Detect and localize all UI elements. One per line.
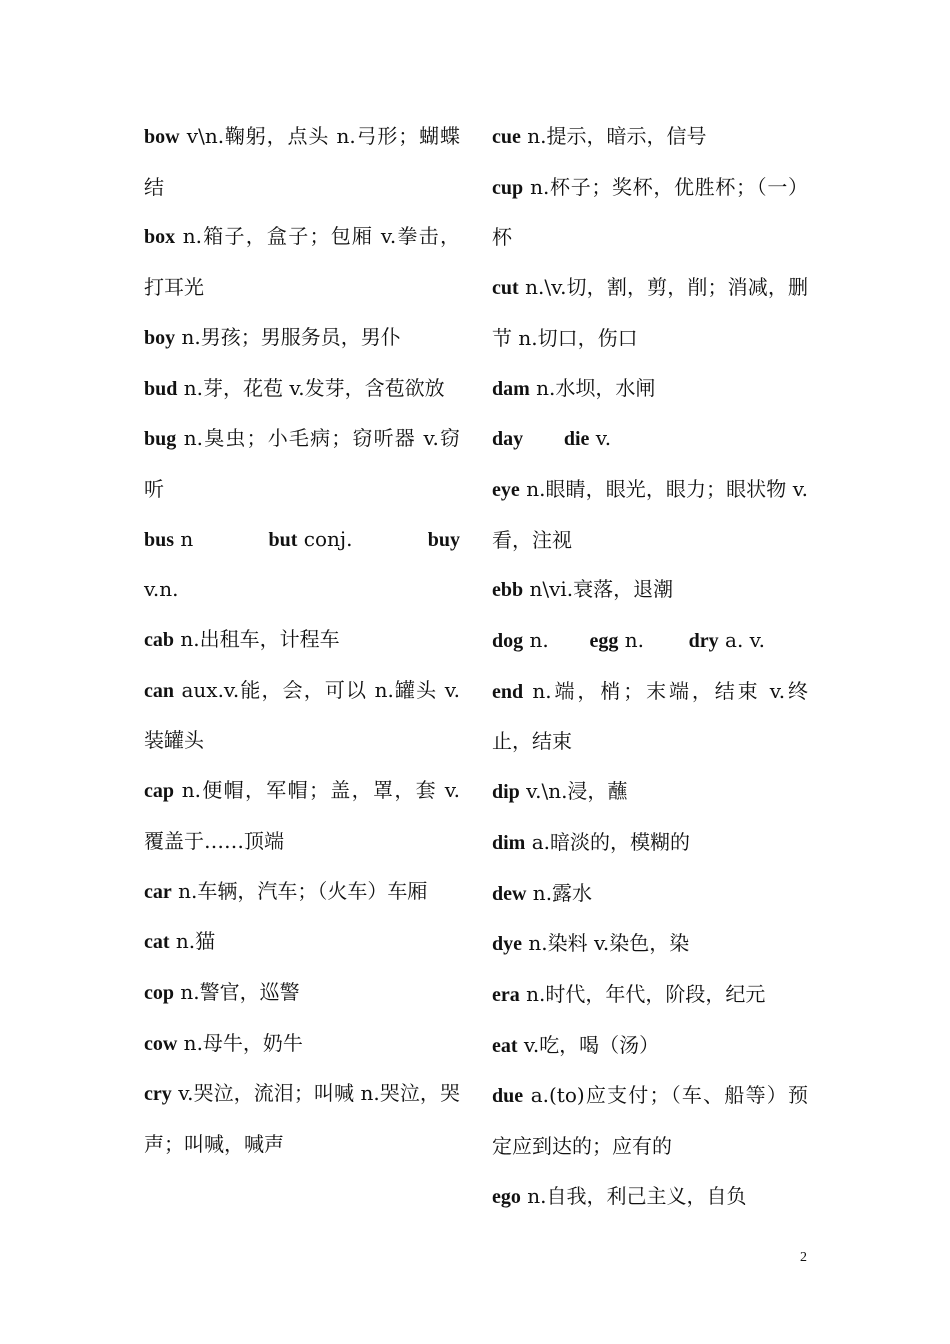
- entry-box: box n.箱子，盒子；包厢 v.拳击，打耳光: [144, 224, 460, 300]
- entry-cab: cab n.出租车，计程车: [144, 627, 340, 652]
- entry-due: due a.(to)应支付；（车、船等）预定应到达的；应有的: [492, 1083, 808, 1159]
- entry-dim: dim a.暗淡的，模糊的: [492, 829, 690, 854]
- left-column: [144, 112, 460, 1170]
- entry-boy: boy n.男孩；男服务员，男仆: [144, 324, 401, 349]
- entry-bus-but-buy: bus n but conj. buy v.n.: [144, 526, 460, 602]
- entry-cut: cut n.\v.切，割，剪，削；消减，删节 n.切口，伤口: [492, 275, 808, 350]
- entry-dam: dam n.水坝，水闸: [492, 375, 656, 400]
- entry-dye: dye n.染料 v.染色，染: [492, 931, 690, 956]
- entry-eye: eye n.眼睛，眼光，眼力；眼状物 v.看，注视: [492, 476, 808, 552]
- entry-cue: cue n.提示，暗示，信号: [492, 124, 707, 148]
- page-number: 2: [800, 1250, 807, 1265]
- entry-cry: cry v.哭泣，流泪；叫喊 n.哭泣，哭声；叫喊，喊声: [144, 1081, 460, 1157]
- entry-ego: ego n.自我，利己主义，自负: [492, 1183, 747, 1208]
- entry-bug: bug n.臭虫；小毛病；窃听器 v.窃听: [144, 426, 460, 501]
- entry-era: era n.时代，年代，阶段，纪元: [492, 981, 766, 1006]
- entry-cow: cow n.母牛，奶牛: [144, 1030, 303, 1055]
- entry-cat: cat n.猫: [144, 929, 216, 954]
- entry-day-die: day die v.: [492, 426, 612, 451]
- entry-bow: bow v\n.鞠躬，点头 n.弓形；蝴蝶结: [144, 124, 460, 199]
- entry-end: end n.端，梢；末端，结束 v.终止，结束: [492, 678, 808, 754]
- entry-eat: eat v.吃，喝（汤）: [492, 1032, 660, 1057]
- entry-ebb: ebb n\vi.衰落，退潮: [492, 577, 674, 602]
- entry-cop: cop n.警官，巡警: [144, 979, 300, 1004]
- entry-cap: cap n.便帽，军帽；盖，罩，套 v.覆盖于……顶端: [144, 778, 460, 853]
- entry-dip: dip v.\n.浸，蘸: [492, 779, 628, 804]
- entry-dog-egg-dry: dog n. egg n. dry a. v.: [492, 628, 765, 653]
- entry-cup: cup n.杯子；奖杯，优胜杯；（一）杯: [492, 174, 808, 250]
- entry-bud: bud n.芽，花苞 v.发芽，含苞欲放: [144, 375, 445, 400]
- right-column: [492, 112, 808, 1222]
- entry-can: can aux.v.能，会，可以 n.罐头 v.装罐头: [144, 677, 460, 753]
- entry-dew: dew n.露水: [492, 880, 593, 905]
- entry-car: car n.车辆，汽车；（火车）车厢: [144, 878, 428, 903]
